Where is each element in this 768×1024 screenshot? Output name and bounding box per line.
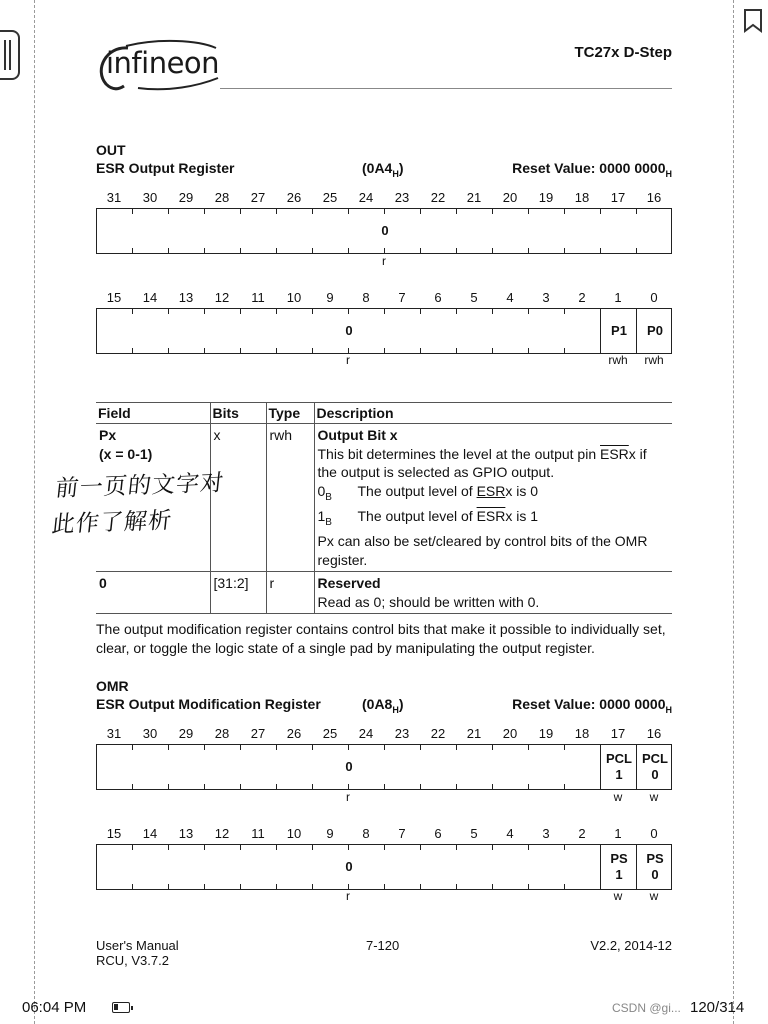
bit-tick [276, 348, 277, 353]
out-upper-register-box [96, 208, 672, 254]
bit-tick [132, 745, 133, 750]
bit-tick [420, 784, 421, 789]
ps0-access: w [649, 889, 659, 903]
bit-tick [456, 845, 457, 850]
out-upper-field: 0 [381, 223, 389, 238]
row1-description: Output Bit x This bit determines the level at the output pin $\overline{ESR}x$ if the output is selected as GPIO output. $0_B$ The output level of ESRx is 0 $1_B$ The output level of $\overline{ESR}x$ is 1 Px can also be set/cleared by control bits of the OMR register. [314, 424, 672, 572]
omr-upper-access: r [346, 790, 350, 804]
bit-tick [492, 845, 493, 850]
omr-upper-field: 0 [345, 759, 353, 774]
bit-tick [312, 248, 313, 253]
bit-tick [420, 209, 421, 214]
bit-tick [600, 845, 601, 850]
bit-tick [384, 348, 385, 353]
footer-manual: User's Manual [96, 938, 179, 953]
ps0-field: PS 0 [646, 851, 664, 882]
ps1-field: PS 1 [610, 851, 628, 882]
bit-tick [456, 884, 457, 889]
bit-tick [420, 745, 421, 750]
bit-tick [204, 784, 205, 789]
bit-tick [132, 784, 133, 789]
bit-tick [564, 745, 565, 750]
omr-short-name: OMR [96, 678, 129, 694]
p0-field: P0 [647, 323, 663, 338]
out-reset-value: Reset Value: 0000 $0000_H$ [512, 160, 672, 179]
bit-tick [564, 884, 565, 889]
out-lower-field: 0 [345, 323, 353, 338]
row2-type: r [266, 572, 314, 614]
bit-tick [168, 884, 169, 889]
out-lower-register-box [96, 308, 672, 354]
row1-type: rwh [266, 424, 314, 572]
bit-tick [168, 309, 169, 314]
bit-tick [420, 309, 421, 314]
bit-tick [168, 248, 169, 253]
bit-tick [528, 784, 529, 789]
header-field: Field [96, 403, 210, 424]
bit-tick [276, 309, 277, 314]
bit-tick [240, 348, 241, 353]
bit-tick [132, 209, 133, 214]
bit-tick [492, 745, 493, 750]
menu-handle-icon[interactable] [0, 30, 20, 80]
bit-tick [132, 845, 133, 850]
bit-tick [420, 248, 421, 253]
bit-tick [312, 209, 313, 214]
row2-bits: [31:2] [210, 572, 266, 614]
bit-tick [384, 745, 385, 750]
out-lower-bit-numbers: 15 14 13 12 11 10 9 8 7 6 5 4 3 2 1 0 [106, 290, 658, 305]
bit-tick [276, 884, 277, 889]
bookmark-icon[interactable] [742, 8, 764, 34]
footer-version: RCU, V3.7.2 [96, 953, 169, 968]
bit-tick [204, 248, 205, 253]
bit-tick [564, 845, 565, 850]
bit-tick [528, 309, 529, 314]
bit-tick [420, 348, 421, 353]
row2-field: 0 [96, 572, 210, 614]
bit-tick [240, 784, 241, 789]
bit-tick [492, 209, 493, 214]
omr-lower-bit-numbers: 15 14 13 12 11 10 9 8 7 6 5 4 3 2 1 0 [106, 826, 658, 841]
bit-tick [240, 248, 241, 253]
battery-icon [112, 1002, 130, 1013]
bit-tick [312, 309, 313, 314]
bit-tick [348, 248, 349, 253]
bit-tick [492, 248, 493, 253]
bit-tick [204, 845, 205, 850]
row2-description: Reserved Read as 0; should be written with 0. [314, 572, 672, 614]
row1-bits: x [210, 424, 266, 572]
out-upper-access: r [382, 254, 386, 268]
bit-tick [240, 745, 241, 750]
bit-tick [564, 784, 565, 789]
row1-field-range: (x = 0-1) [99, 445, 153, 462]
pcl0-field: PCL 0 [642, 751, 668, 782]
bit-tick [528, 348, 529, 353]
bit-tick [528, 845, 529, 850]
bit-tick [168, 209, 169, 214]
pcl1-field: PCL 1 [606, 751, 632, 782]
out-lower-access: r [346, 353, 350, 367]
bit-tick [528, 745, 529, 750]
handwritten-annotation: 前一页的文字对此作了解析 [50, 470, 226, 538]
bit-tick [456, 248, 457, 253]
omr-intro-paragraph: The output modification register contains control bits that make it possible to individually set, clear, or toggle the logic state of a single pad by manipulating the output register. [96, 621, 666, 656]
bit-tick [636, 784, 637, 789]
bit-tick [240, 884, 241, 889]
bit-tick [132, 309, 133, 314]
bit-tick [312, 845, 313, 850]
bit-tick [456, 745, 457, 750]
bit-tick [456, 784, 457, 789]
table-row [96, 572, 672, 614]
out-upper-bit-numbers: 31 30 29 28 27 26 25 24 23 22 21 20 19 18 17 16 [106, 190, 662, 205]
bit-tick [204, 209, 205, 214]
bit-tick [600, 209, 601, 214]
p1-access: rwh [608, 353, 628, 367]
infineon-logo [98, 38, 222, 94]
bit-tick [348, 209, 349, 214]
bit-tick [348, 309, 349, 314]
header-description: Description [314, 403, 672, 424]
bit-tick [132, 884, 133, 889]
bit-tick [276, 745, 277, 750]
bit-tick [492, 784, 493, 789]
bit-tick [240, 845, 241, 850]
bit-tick [276, 209, 277, 214]
footer-page-number: 7-120 [366, 938, 400, 953]
omr-address: $(0A8_H)$ [362, 696, 404, 715]
bit-tick [636, 209, 637, 214]
row1-field: Px [99, 427, 117, 443]
bit-tick [528, 209, 529, 214]
bit-tick [636, 309, 637, 314]
right-margin-guide [733, 0, 734, 1024]
bit-tick [600, 784, 601, 789]
logo-text: infineon [106, 46, 220, 80]
header-bits: Bits [210, 403, 266, 424]
bit-tick [276, 845, 277, 850]
omr-long-name: ESR Output Modification Register [96, 696, 321, 712]
bit-tick [600, 745, 601, 750]
bit-tick [348, 784, 349, 789]
bit-tick [348, 745, 349, 750]
header-rule [220, 88, 672, 89]
out-address: $(0A4_H)$ [362, 160, 404, 179]
bit-tick [276, 248, 277, 253]
bit-tick [312, 745, 313, 750]
bit-tick [312, 884, 313, 889]
bit-tick [456, 209, 457, 214]
pcl0-access: w [649, 790, 659, 804]
bit-tick [384, 209, 385, 214]
p1-field: P1 [611, 323, 627, 338]
bit-tick [528, 884, 529, 889]
bit-tick [204, 309, 205, 314]
bit-tick [564, 209, 565, 214]
watermark: CSDN @gi... [612, 1001, 681, 1015]
bit-tick [168, 784, 169, 789]
left-margin-guide [34, 0, 35, 1024]
document-title: TC27x D-Step [574, 44, 672, 61]
bit-tick [492, 309, 493, 314]
omr-upper-bit-numbers: 31 30 29 28 27 26 25 24 23 22 21 20 19 18 17 16 [106, 726, 662, 741]
bit-tick [168, 845, 169, 850]
bit-tick [240, 309, 241, 314]
bit-tick [168, 348, 169, 353]
omr-upper-register-box [96, 744, 672, 790]
bit-tick [312, 348, 313, 353]
bit-tick [492, 884, 493, 889]
omr-lower-access: r [346, 889, 350, 903]
bit-tick [636, 845, 637, 850]
bit-tick [132, 248, 133, 253]
omr-lower-register-box [96, 844, 672, 890]
ps1-access: w [613, 889, 623, 903]
pcl1-access: w [613, 790, 623, 804]
bit-tick [132, 348, 133, 353]
bit-tick [636, 745, 637, 750]
bit-tick [600, 248, 601, 253]
bit-tick [420, 884, 421, 889]
bit-tick [456, 348, 457, 353]
bit-tick [384, 248, 385, 253]
bit-tick [204, 745, 205, 750]
bit-tick [384, 309, 385, 314]
omr-lower-field: 0 [345, 859, 353, 874]
bit-tick [564, 348, 565, 353]
bit-tick [384, 884, 385, 889]
bit-tick [312, 784, 313, 789]
bit-tick [168, 745, 169, 750]
bit-tick [456, 309, 457, 314]
status-time: 06:04 PM [22, 999, 87, 1016]
bit-tick [564, 248, 565, 253]
bit-tick [240, 209, 241, 214]
out-short-name: OUT [96, 142, 126, 158]
bit-tick [204, 884, 205, 889]
bit-tick [276, 784, 277, 789]
omr-reset-value: Reset Value: 0000 $0000_H$ [512, 696, 672, 715]
bit-tick [528, 248, 529, 253]
table-header-row [96, 403, 672, 424]
header-type: Type [266, 403, 314, 424]
footer-date: V2.2, 2014-12 [590, 938, 672, 953]
bit-tick [420, 845, 421, 850]
out-long-name: ESR Output Register [96, 160, 235, 176]
bit-tick [636, 248, 637, 253]
bit-tick [204, 348, 205, 353]
bit-tick [564, 309, 565, 314]
bit-tick [348, 845, 349, 850]
p0-access: rwh [644, 353, 664, 367]
bit-tick [492, 348, 493, 353]
bit-tick [384, 845, 385, 850]
bit-tick [600, 309, 601, 314]
bit-tick [384, 784, 385, 789]
page-indicator[interactable]: 120/314 [690, 999, 745, 1016]
